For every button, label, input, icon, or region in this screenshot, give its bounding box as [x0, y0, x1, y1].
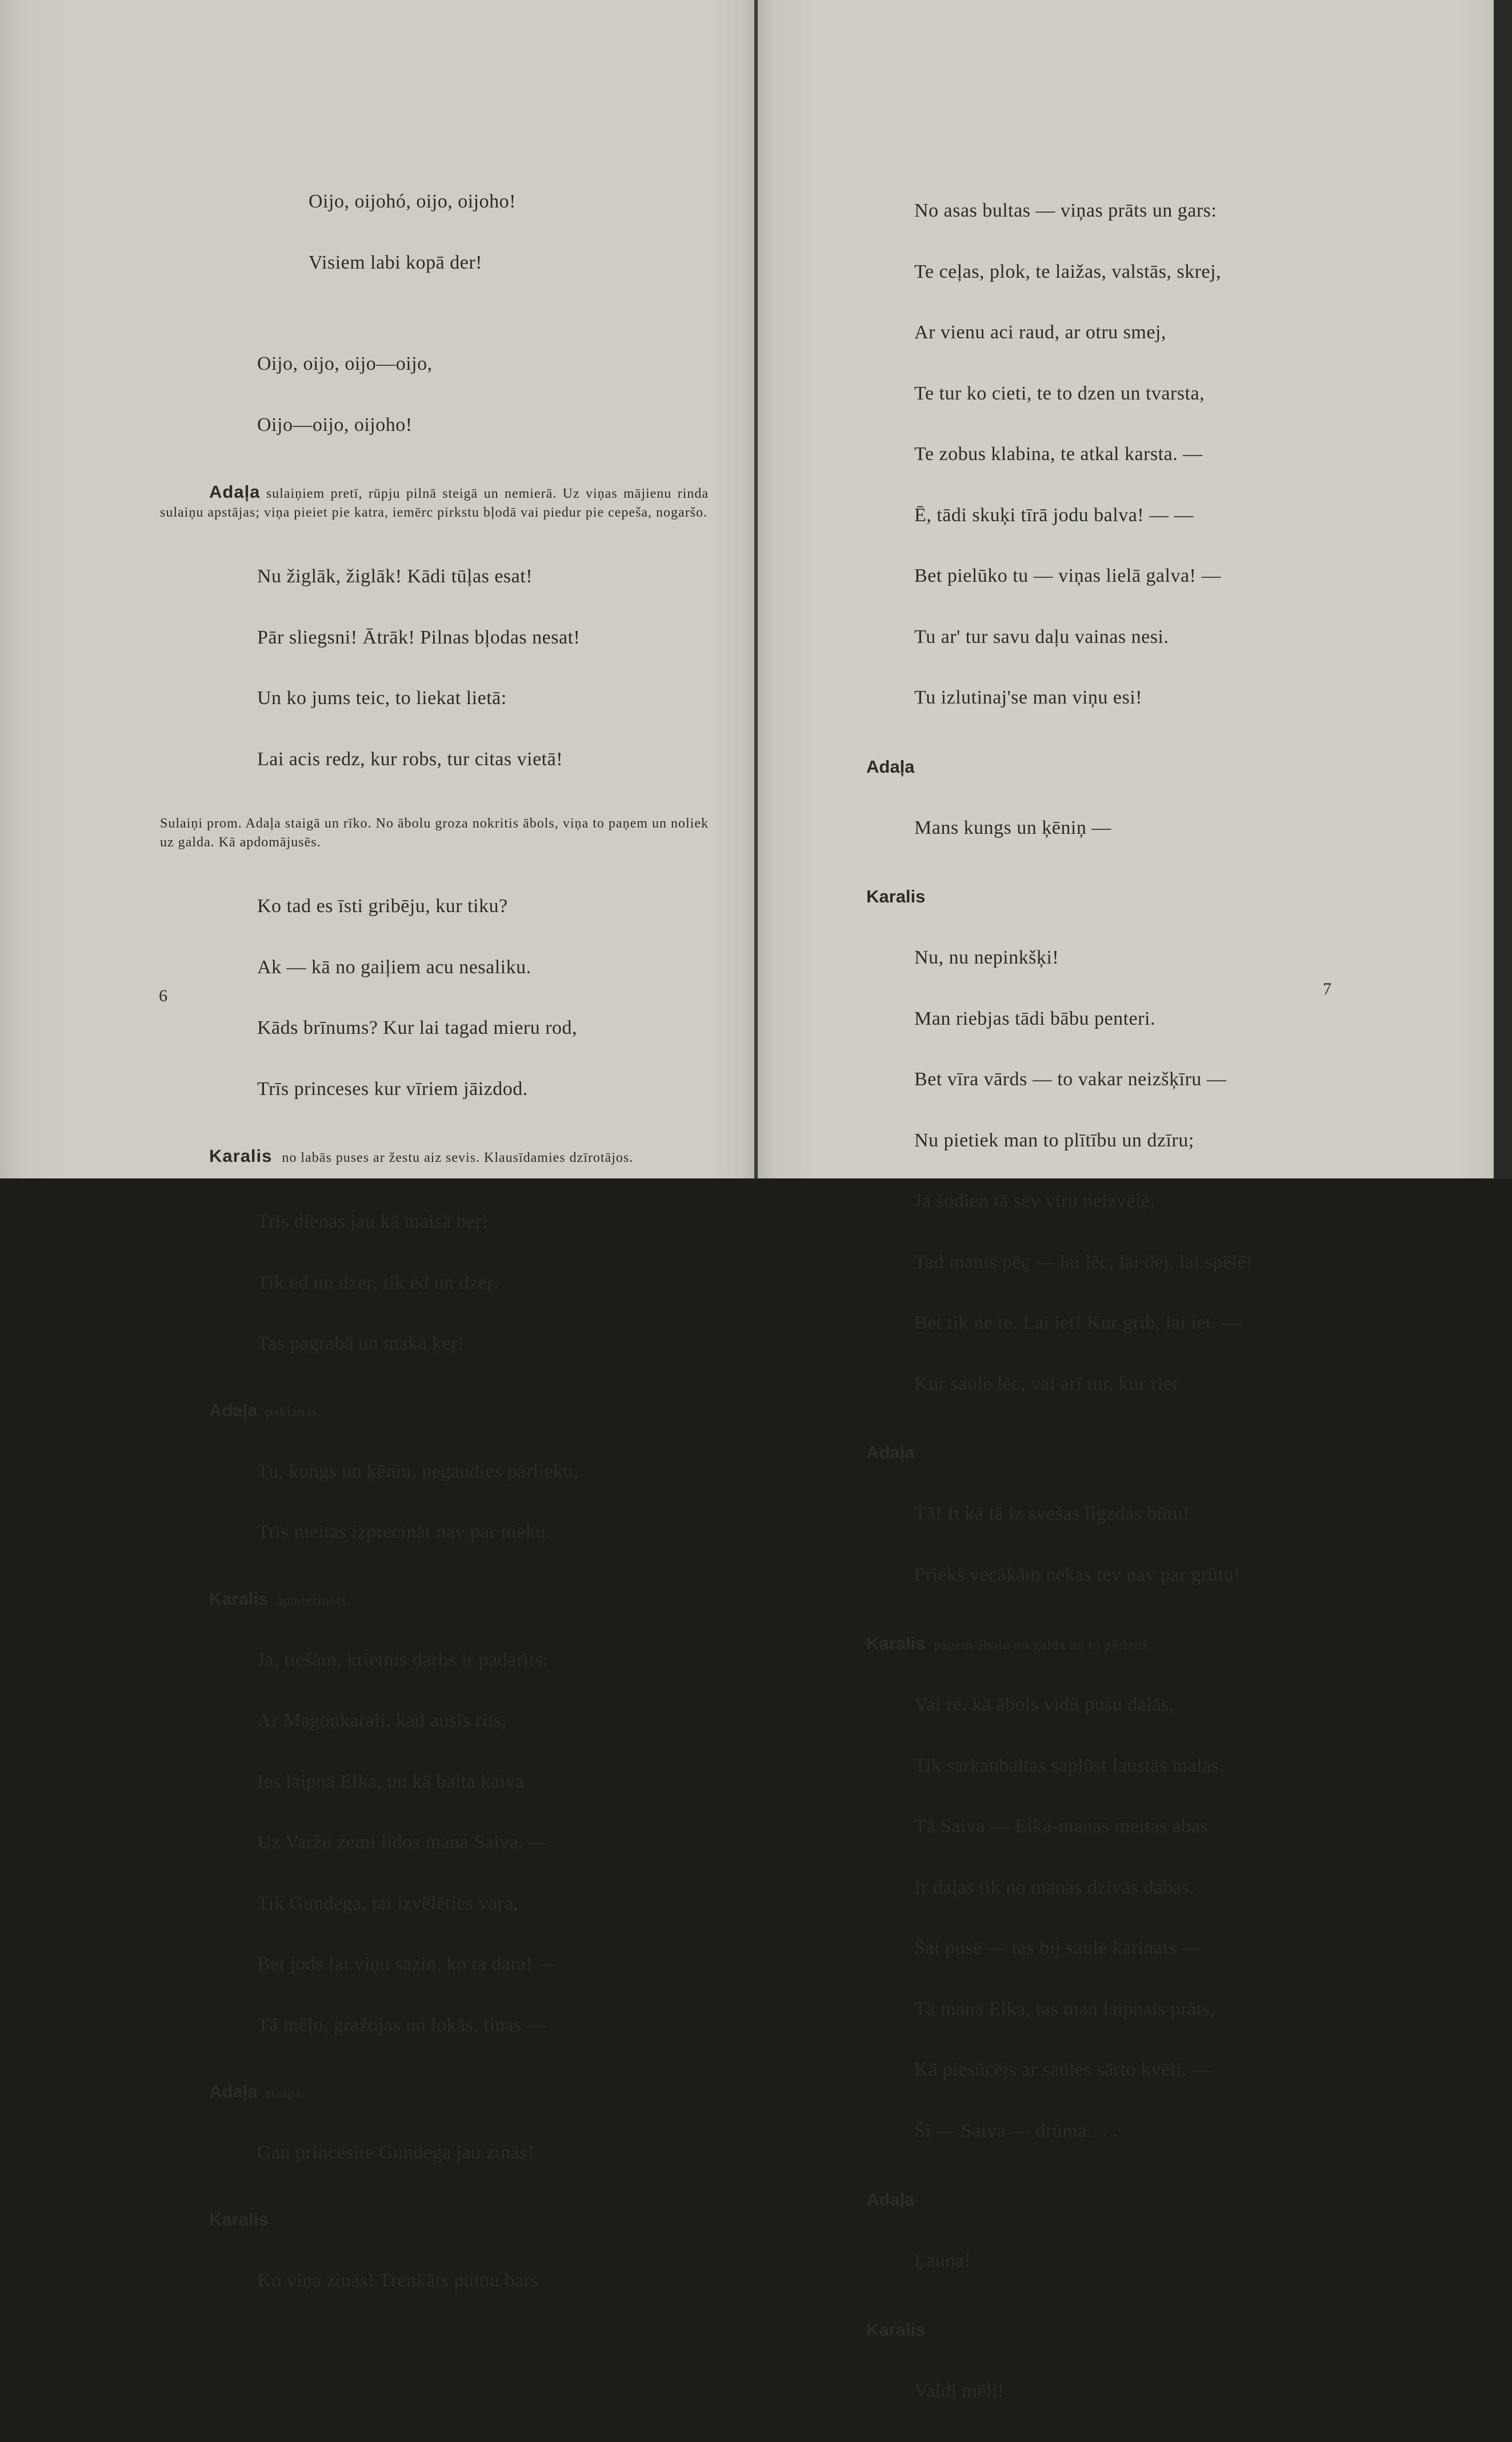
- verse-line: Tu izlutinaj'se man viņu esi!: [914, 687, 1143, 708]
- verse-line: Tā Saiva — Elka-manas meitas abas: [914, 1816, 1209, 1837]
- verse-line: Kā piesūcējs ar saules sārto kvēli. —: [914, 2059, 1211, 2080]
- speaker-name: Adaļa: [866, 1442, 915, 1462]
- verse-line: Bet vīra vārds — to vakar neizšķīru —: [914, 1069, 1227, 1090]
- verse-line: Ļauna!: [914, 2250, 971, 2271]
- speaker-heading: [866, 2320, 1472, 2340]
- speech-block: [160, 2230, 709, 2332]
- verse-line: Ko viņa zinās! Trenkāts putnu bars: [257, 2269, 539, 2291]
- speaker-name: Adaļa: [209, 482, 261, 502]
- verse-line: Te ceļas, plok, te laižas, valstās, skrej,: [914, 261, 1221, 282]
- speaker-name: Adaļa: [209, 1400, 258, 1420]
- verse-line: Bet jods lai viņu sazin, ko ta dara! —: [257, 1953, 558, 1975]
- verse-line: Valdi mēli!: [914, 2380, 1005, 2401]
- verse-line: Tad manis pēç — lai lēc, lai dej, lai spēlē!: [914, 1251, 1253, 1273]
- stage-direction: [209, 1146, 709, 1168]
- page-number: 7: [1323, 980, 1331, 998]
- speech-block: [160, 526, 709, 810]
- verse-line: Uz Varžu zemi lidos mana Saiva. —: [257, 1832, 549, 1853]
- speech-block: [160, 2102, 709, 2204]
- speaker-heading: [209, 1400, 709, 1421]
- verse-line: Lai acis redz, kur robs, tur citas vietā!: [257, 748, 563, 770]
- verse-line: Ē, tādi skuķi tīrā jodu balva! — —: [914, 504, 1194, 526]
- stage-direction: [160, 482, 709, 522]
- verse-line: Trīs dienas jau kā maisā beŗ!: [257, 1211, 489, 1232]
- direction-text: no labās puses ar žestu aiz sevis. Klausīdamies dzīrotājos.: [282, 1150, 634, 1165]
- stage-direction: Sulaiņi prom. Adaļa staigā un rīko. No ābolu groza nokritis ābols, viņa to paņem un noliek uz galda. Kā apdomājusēs.: [160, 816, 709, 850]
- verse-line: Trīs meitas izprecināt nav par nieku.: [257, 1521, 551, 1542]
- verse-line: Bet tik ne te. Lai iet! Kur grib, lai iet. —: [914, 1312, 1242, 1333]
- verse-line: Ies laipnā Elka, un kā balta kaiva: [257, 1770, 525, 1792]
- speaker-name: Karalis: [209, 2209, 269, 2229]
- verse-line: Tu ar' tur savu daļu vainas nesi.: [914, 626, 1169, 648]
- verse-line: Tik sarkanbaltas saplūst laustās malas.: [914, 1754, 1225, 1776]
- speaker-heading: [209, 2209, 709, 2230]
- speaker-name: Karalis: [209, 1588, 269, 1609]
- song-block: [160, 151, 709, 313]
- right-page-text: [866, 160, 1472, 2441]
- speaker-name: Karalis: [866, 886, 926, 906]
- verse-line: Gan princesīte Gundega jau zinās!: [257, 2142, 534, 2163]
- verse-line: Tas pagrabā un makā ķeŗ!: [257, 1333, 465, 1354]
- song-block: [160, 313, 709, 475]
- page-number: 6: [159, 986, 167, 1005]
- verse-line: Oijo, oijohó, oijo, oijoho!: [309, 191, 516, 212]
- speaker-heading: [209, 1589, 709, 1609]
- speaker-name: Adaļa: [866, 756, 915, 777]
- speech-block: [866, 1654, 1472, 2181]
- verse-line: Ar Magoņkarali, kad ausīs rīts,: [257, 1710, 507, 1731]
- verse-line: Tā mana Elka, tas man laipnais prāts,: [914, 1998, 1215, 2020]
- verse-line: Nu žiglāk, žiglāk! Kādi tūļas esat!: [257, 566, 533, 587]
- speech-block: [866, 2210, 1472, 2312]
- direction-text: starpā.: [265, 2086, 306, 2101]
- left-page-text: [160, 151, 709, 2331]
- direction-text: apmierināts.: [276, 1593, 351, 1608]
- speaker-heading: [209, 2081, 709, 2102]
- verse-line: Bet pielūko tu — viņas lielā galva! —: [914, 565, 1221, 586]
- speech-block: [160, 1421, 709, 1583]
- verse-line: Trīs princeses kur vīriem jāizdod.: [257, 1078, 528, 1100]
- speaker-name: Karalis: [866, 1633, 926, 1653]
- verse-line: Nu pietiek man to plītību un dzīru;: [914, 1129, 1194, 1151]
- verse-line: Ja, tiešām, krietnis darbs ir padarīts:: [257, 1649, 549, 1670]
- verse-line: Kāds brīnums? Kur lai tagad mieru rod,: [257, 1017, 578, 1038]
- verse-line: Visiem labi kopā der!: [309, 251, 482, 273]
- verse-line: Tā! It kā tā iz svešas ligzdas būtu!: [914, 1503, 1190, 1524]
- page-edge: [1494, 0, 1512, 1178]
- verse-line: Oijo, oijo, oijo—oijo,: [257, 353, 433, 374]
- direction-text: paklanas.: [265, 1404, 322, 1420]
- speech-block: [866, 777, 1472, 879]
- verse-line: Mans kungs un ķēniņ —: [914, 817, 1111, 838]
- speaker-heading: [866, 886, 1472, 907]
- speaker-heading: [866, 757, 1472, 777]
- verse-line: Tu, kungs un ķēniņ, negaudies pārlieku,: [257, 1460, 579, 1482]
- speech-block: [160, 1609, 709, 2076]
- verse-line: Pār sliegsni! Ātrāk! Pilnas bļodas nesat!: [257, 626, 581, 648]
- verse-line: Un ko jums teic, to liekat lietā:: [257, 688, 507, 709]
- speech-block: [866, 1463, 1472, 1625]
- speaker-heading: [866, 1442, 1472, 1463]
- verse-line: Te zobus klabina, te atkal karsta. —: [914, 443, 1203, 465]
- verse-line: Man riebjas tādi bābu penteri.: [914, 1008, 1155, 1029]
- verse-line: Šai pusē — tas bij saulē karinats —: [914, 1937, 1201, 1959]
- speech-block: [866, 907, 1472, 1434]
- verse-line: Šī — Saiva — drūma . . .: [914, 2120, 1118, 2141]
- verse-line: Ja šodien tā sev vīru neizvēlē,: [914, 1190, 1155, 1212]
- speaker-name: Adaļa: [866, 2189, 915, 2209]
- verse-line: No asas bultas — viņas prāts un gars:: [914, 200, 1217, 221]
- verse-line: Kur saule lēc, vai arī tur, kur riet.: [914, 1373, 1183, 1394]
- speaker-name: Adaļa: [209, 2081, 258, 2101]
- verse-line: Ir daļas tik no manas dzīvās dabas.: [914, 1876, 1195, 1898]
- verse-line: Priekš vecākām nekas tev nav par grūtu!: [914, 1564, 1241, 1585]
- verse-line: Te tur ko cieti, te to dzen un tvarsta,: [914, 382, 1205, 404]
- verse-line: Oijo—oijo, oijoho!: [257, 414, 413, 435]
- speech-block: [866, 2340, 1472, 2442]
- direction-text: paņem ābolu no galda un to pārlauž.: [933, 1638, 1153, 1653]
- verse-line: Tik Gundega, tai izvēlēties vaŗa,: [257, 1892, 519, 1914]
- verse-line: Ar vienu aci raud, ar otru smej,: [914, 322, 1166, 343]
- direction-text: sulaiņiem pretī, rūpju pilnā steigā un nemierā. Uz viņas mājienu rinda sulaiņu apstājas; viņa pieiet pie katra, iemērc pirkstu bļodā vai piedur pie cepeša, nogaršo.: [160, 486, 709, 520]
- verse-line: Tik ēd un dzeŗ, tik ēd un dzeŗ.: [257, 1272, 499, 1293]
- speaker-name: Karalis: [209, 1146, 273, 1166]
- verse-line: Ak — kā no gaiļiem acu nesaliku.: [257, 956, 531, 978]
- speaker-heading: [866, 2189, 1472, 2210]
- speech-block: [160, 856, 709, 1140]
- verse-line: Vai re, kā ābols vidū pušu dalās,: [914, 1694, 1174, 1715]
- speaker-name: Karalis: [866, 2319, 926, 2340]
- speech-block: [160, 1171, 709, 1394]
- verse-line: Nu, nu nepinkšķi!: [914, 947, 1059, 968]
- speech-block: [866, 160, 1472, 749]
- verse-line: Ko tad es īsti gribēju, kur tiku?: [257, 896, 508, 917]
- speaker-heading: [866, 1633, 1472, 1654]
- verse-line: Tā mēļo, gražojas un lokās, tinas —: [257, 2014, 547, 2036]
